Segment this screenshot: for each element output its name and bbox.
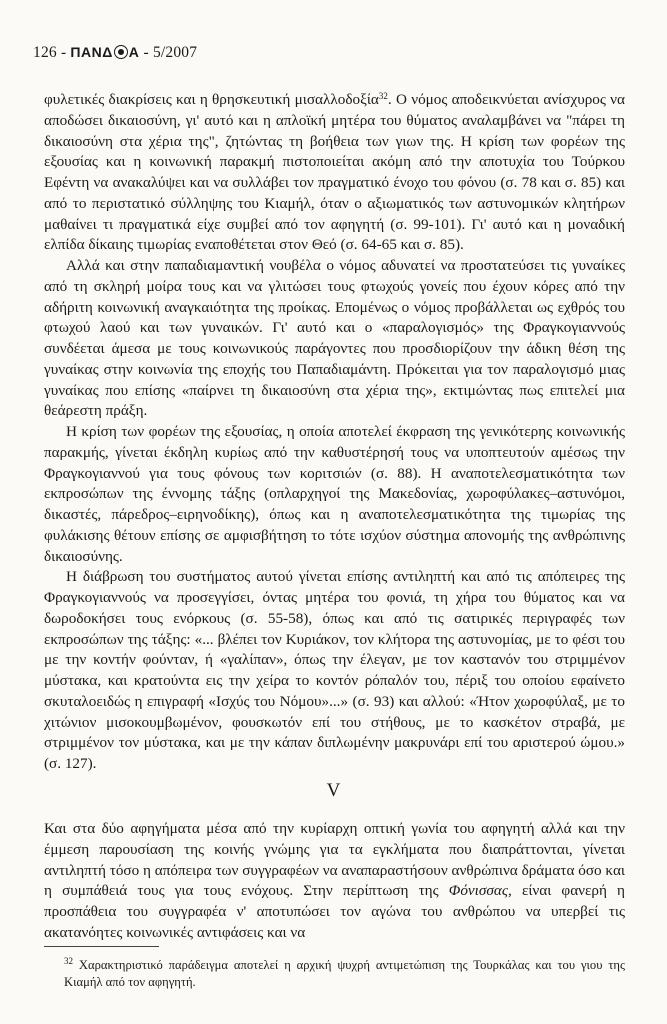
header-separator: -	[60, 44, 67, 61]
page-number: 126	[33, 44, 57, 61]
footnote-number: 32	[64, 956, 73, 966]
section-heading: V	[326, 780, 341, 801]
journal-title: ΠΑΝΔ Α	[70, 44, 140, 60]
paragraph: Και στα δύο αφηγήματα μέσα από την κυρίαρχη οπτική γωνία του αφηγητή αλλά και την έμμεση παρουσίαση της κοινής γνώμης για τα εγκλήματα που διαπράττονται, γίνεται αντιληπτή τόσο η απόπειρα των συγγραφέων να αναπαραστήσουν ανθρώπινα δράματα όσο και η συμπάθειά τους για τους ενόχους. Στην περίπτωση της Φόνισσας, είναι φανερή η προσπάθεια του συγγραφέα ν' αποτυπώσει τον αγώνα του ανθρώπου να υπερβεί τις ακατανόητες κοινωνικές αντιφάσεις και να	[44, 820, 625, 941]
main-text-continued	[44, 819, 625, 944]
main-text	[44, 86, 625, 775]
paragraph: Η κρίση των φορέων της εξουσίας, η οποία αποτελεί έκφραση της γενικότερης κοινωνικής παρακμής, γίνεται έκδηλη κυρίως από την καθυστέρησή τους να υποπτευτούν αμέσως την Φραγκογιαννού για τους φόνους των κοριτσιών (σ. 88). Η αναποτελεσματικότητα των εκπροσώπων της έννομης τάξης (οπλαρχηγοί της Μακεδονίας, χωροφύλακες–αστυνόμοι, δικαστές, πάρεδρος–ειρηνοδίκης), όπως και η αναποτελεσματικότητα της τιμωρίας της φυλάκισης θέτουν επίσης σε αμφισβήτηση το τότε ισχύον σύστημα απονομής της ανθρώπινης δικαιοσύνης.	[44, 423, 625, 565]
paragraph: Η διάβρωση του συστήματος αυτού γίνεται επίσης αντιληπτή και από τις απόπειρες της Φραγκογιαννούς να προσεγγίσει, όντας μητέρα του φονιά, τη χήρα του θύματος και να δωροδοκήσει τους ενόρκους (σ. 55-58), όπως και από τις σατιρικές περιγραφές των εκπροσώπων της τάξης: «... βλέπει τον Κυριάκον, τον κλήτορα της αστυνομίας, με το φέσι του με την κοντήν φούνταν, ή «γαλίπαν», όπως την έλεγαν, με τον καστανόν του στριμμένον μύστακα, και κρατούντα εις την χείρα το κοντόν ρόπαλόν του, πέριξ του οποίου εφαίνετο σκυταλοειδώς η επιγραφή «Ισχύς του Νόμου»...» (σ. 93) και αλλού: «Ήτον χωροφύλαξ, με το χιτώνιον μισοκουμβωμένον, φουσκωτόν επί του στήθους, με το κασκέτον στραβά, με στριμμένον τον μύστακα, και με την κάπαν διπλωμένην μακρυνάρι επί του αριστερού ώμου.» (σ. 127).	[44, 568, 625, 772]
footnote-ref: 32	[378, 91, 388, 101]
header-separator: -	[143, 44, 149, 61]
issue-number: 5/2007	[152, 44, 198, 61]
footnote-text: Χαρακτηριστικό παράδειγμα αποτελεί η αρχική ψυχρή αντιμετώπιση της Τουρκάλας και του γιου της Κιαμήλ από τον αφηγητή.	[64, 958, 625, 989]
journal-logo-icon	[114, 45, 128, 59]
footnote-divider	[44, 946, 159, 947]
running-header	[33, 44, 197, 62]
paragraph: Αλλά και στην παπαδιαμαντική νουβέλα ο νόμος αδυνατεί να προστατεύσει τις γυναίκες από τη σκληρή μοίρα τους και να γλιτώσει τους φτωχούς γονείς που έχουν κόρες από την αδήριτη κοινωνική αναγκαιότητα της προίκας. Επομένως ο νόμος προβάλλεται ως εχθρός του φτωχού λαού και των γυναικών. Γι' αυτό και ο «παραλογισμός» της Φραγκογιαννούς συνδέεται άμεσα με τους κοινωνικούς παράγοντες που προσδιορίζουν την άδικη θέση της γυναίκας στην κοινωνία της εποχής του Παπαδιαμάντη. Πρόκειται για τον παραλογισμό μιας γυναίκας που επίσης «παίρνει τη δικαιοσύνη στα χέρια της», εκτιμώντας πως επιτελεί μια θεάρεστη πράξη.	[44, 257, 625, 420]
footnote	[64, 953, 625, 991]
paragraph: φυλετικές διακρίσεις και η θρησκευτική μισαλλοδοξία$^{32}$. Ο νόμος αποδεικνύεται ανίσχυρος να αποδώσει δικαιοσύνη, γι' αυτό και η απλοϊκή μητέρα του θύματος αναλαμβάνει να "πάρει τη δικαιοσύνη στα χέρια της", ζητώντας τη βοήθεια των γιων της. Η κρίση των φορέων της εξουσίας και η κοινωνική παρακμή πιστοποιείται ακόμη από την αποτυχία του Τούρκου Εφέντη να ανακαλύψει και να συλλάβει τον πραγματικό ένοχο του φόνου (σ. 78 και σ. 85) και από το περιστατικό σύλληψης του Κιαμήλ, όταν ο αξιωματικός των αστυνομικών κλητήρων μαθαίνει τι πραγματικά είχε συμβεί από τον αφηγητή (σ. 99-101). Γι' αυτό και η μοναδική ελπίδα δίκαιης τιμωρίας εναποθέτεται στον Θεό (σ. 64-65 και σ. 85).	[44, 91, 625, 254]
